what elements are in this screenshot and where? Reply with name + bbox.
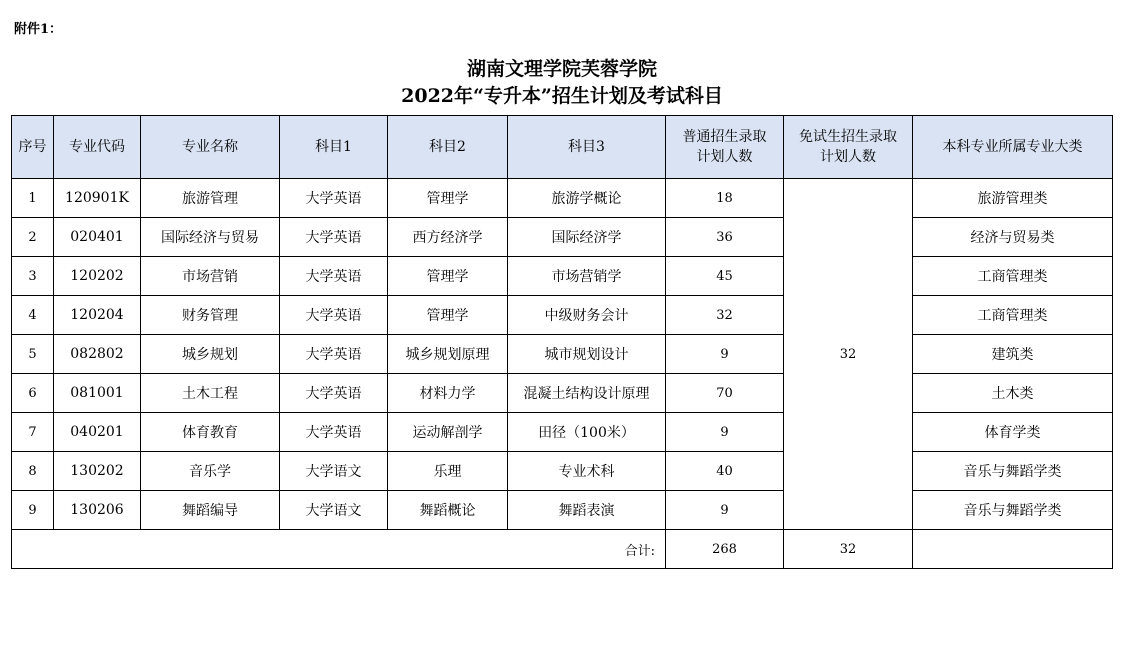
table-row (12, 296, 1113, 335)
cell-subject3: 市场营销学 (508, 257, 666, 296)
cell-subject3: 混凝土结构设计原理 (508, 374, 666, 413)
header-code: 专业代码 (54, 116, 141, 179)
cell-name: 舞蹈编导 (141, 491, 280, 530)
cell-subject2: 管理学 (388, 179, 508, 218)
header-subject2: 科目2 (388, 116, 508, 179)
header-exempt-line1: 免试生招生录取 (799, 129, 897, 145)
header-no: 序号 (12, 116, 54, 179)
cell-name: 音乐学 (141, 452, 280, 491)
cell-subject1: 大学英语 (280, 335, 388, 374)
cell-regular: 9 (666, 413, 784, 452)
cell-code: 040201 (54, 413, 141, 452)
total-label: 合计: (12, 530, 666, 569)
cell-name: 城乡规划 (141, 335, 280, 374)
cell-category: 工商管理类 (913, 257, 1113, 296)
cell-exempt-merged: 32 (784, 179, 913, 530)
header-regular-line2: 计划人数 (696, 149, 753, 165)
table-row (12, 413, 1113, 452)
cell-subject1: 大学语文 (280, 452, 388, 491)
total-exempt: 32 (784, 530, 913, 569)
cell-subject3: 中级财务会计 (508, 296, 666, 335)
cell-subject3: 国际经济学 (508, 218, 666, 257)
cell-code: 020401 (54, 218, 141, 257)
cell-subject1: 大学英语 (280, 374, 388, 413)
table-row (12, 335, 1113, 374)
cell-no: 3 (12, 257, 54, 296)
table-row (12, 491, 1113, 530)
cell-subject1: 大学英语 (280, 257, 388, 296)
cell-no: 4 (12, 296, 54, 335)
cell-code: 120204 (54, 296, 141, 335)
cell-no: 2 (12, 218, 54, 257)
cell-subject2: 运动解剖学 (388, 413, 508, 452)
header-name: 专业名称 (141, 116, 280, 179)
table-row (12, 218, 1113, 257)
cell-regular: 18 (666, 179, 784, 218)
cell-code: 120202 (54, 257, 141, 296)
admission-plan-table (11, 115, 1113, 569)
header-exempt-line2: 计划人数 (820, 149, 876, 165)
table-row (12, 374, 1113, 413)
cell-subject2: 材料力学 (388, 374, 508, 413)
cell-code: 120901K (54, 179, 141, 218)
cell-regular: 70 (666, 374, 784, 413)
header-subject3: 科目3 (508, 116, 666, 179)
cell-category: 建筑类 (913, 335, 1113, 374)
cell-subject3: 田径（100米） (508, 413, 666, 452)
table-row (12, 179, 1113, 218)
cell-category: 音乐与舞蹈学类 (913, 452, 1113, 491)
page-subtitle: 2022年“专升本”招生计划及考试科目 (401, 85, 723, 107)
cell-name: 财务管理 (141, 296, 280, 335)
cell-no: 8 (12, 452, 54, 491)
cell-subject2: 乐理 (388, 452, 508, 491)
cell-name: 土木工程 (141, 374, 280, 413)
cell-category: 工商管理类 (913, 296, 1113, 335)
cell-subject1: 大学英语 (280, 413, 388, 452)
cell-category: 土木类 (913, 374, 1113, 413)
table-header-row (12, 116, 1113, 179)
cell-no: 7 (12, 413, 54, 452)
cell-no: 9 (12, 491, 54, 530)
cell-subject3: 城市规划设计 (508, 335, 666, 374)
cell-regular: 45 (666, 257, 784, 296)
cell-subject2: 管理学 (388, 296, 508, 335)
cell-code: 082802 (54, 335, 141, 374)
total-regular: 268 (666, 530, 784, 569)
cell-subject3: 旅游学概论 (508, 179, 666, 218)
cell-category: 体育学类 (913, 413, 1113, 452)
cell-no: 5 (12, 335, 54, 374)
cell-name: 体育教育 (141, 413, 280, 452)
cell-subject2: 舞蹈概论 (388, 491, 508, 530)
total-category-empty (913, 530, 1113, 569)
cell-category: 经济与贸易类 (913, 218, 1113, 257)
cell-subject2: 西方经济学 (388, 218, 508, 257)
cell-subject1: 大学语文 (280, 491, 388, 530)
header-regular-plan (666, 116, 784, 179)
cell-regular: 40 (666, 452, 784, 491)
cell-subject1: 大学英语 (280, 179, 388, 218)
cell-no: 6 (12, 374, 54, 413)
cell-regular: 9 (666, 335, 784, 374)
cell-regular: 36 (666, 218, 784, 257)
cell-subject3: 舞蹈表演 (508, 491, 666, 530)
total-row (12, 530, 1113, 569)
cell-name: 市场营销 (141, 257, 280, 296)
header-category: 本科专业所属专业大类 (913, 116, 1113, 179)
attachment-label: 附件1： (14, 22, 63, 37)
header-exempt-plan (784, 116, 913, 179)
cell-code: 130202 (54, 452, 141, 491)
cell-code: 130206 (54, 491, 141, 530)
header-subject1: 科目1 (280, 116, 388, 179)
cell-category: 旅游管理类 (913, 179, 1113, 218)
cell-name: 国际经济与贸易 (141, 218, 280, 257)
cell-subject2: 城乡规划原理 (388, 335, 508, 374)
cell-regular: 32 (666, 296, 784, 335)
cell-subject2: 管理学 (388, 257, 508, 296)
table-row (12, 452, 1113, 491)
cell-category: 音乐与舞蹈学类 (913, 491, 1113, 530)
cell-regular: 9 (666, 491, 784, 530)
header-regular-line1: 普通招生录取 (682, 129, 767, 145)
table-row (12, 257, 1113, 296)
cell-name: 旅游管理 (141, 179, 280, 218)
page-title: 湖南文理学院芙蓉学院 (466, 58, 657, 80)
cell-code: 081001 (54, 374, 141, 413)
cell-subject1: 大学英语 (280, 218, 388, 257)
cell-subject3: 专业术科 (508, 452, 666, 491)
cell-no: 1 (12, 179, 54, 218)
cell-subject1: 大学英语 (280, 296, 388, 335)
